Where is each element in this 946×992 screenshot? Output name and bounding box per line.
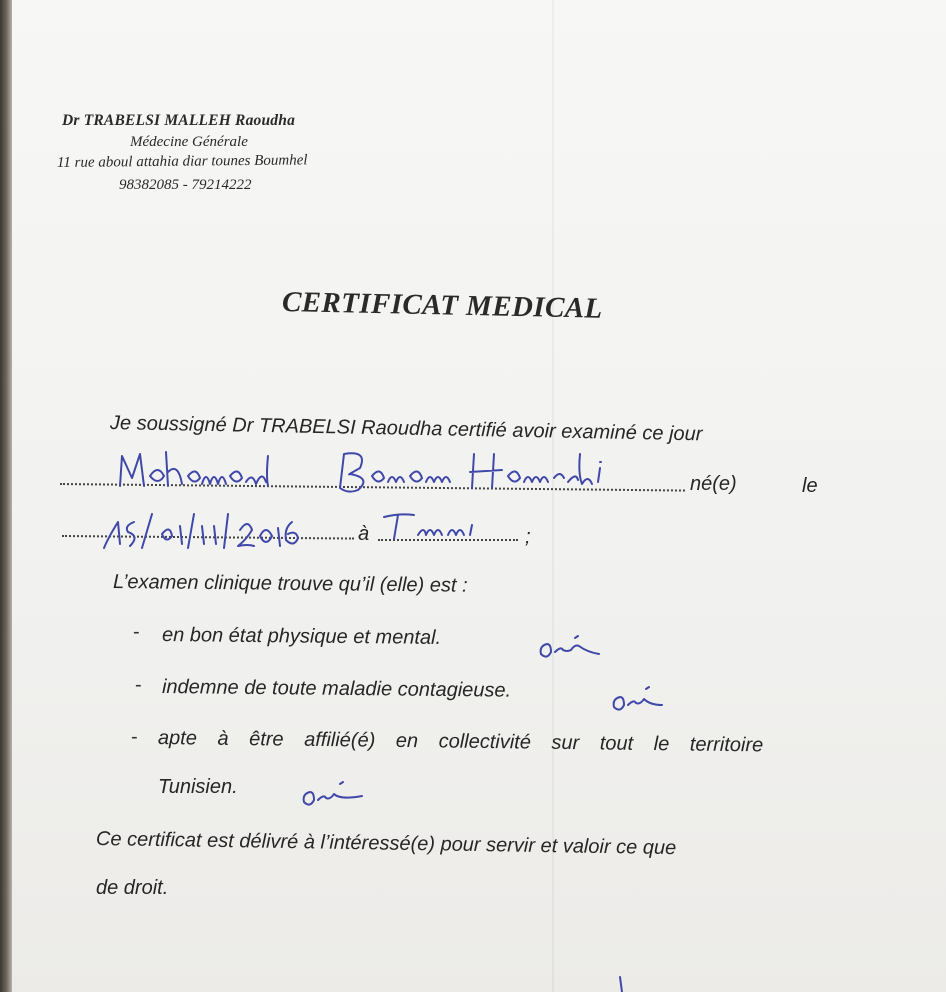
condition-physical: en bon état physique et mental.	[161, 624, 442, 649]
exam-intro: L’examen clinique trouve qu’il (elle) est :	[112, 571, 468, 597]
doctor-specialty: Médecine Générale	[130, 134, 248, 150]
doctor-name: Dr TRABELSI MALLEH Raoudha	[62, 112, 296, 129]
condition-contagious: indemne de toute maladie contagieuse.	[161, 676, 512, 702]
at-label: à	[358, 523, 370, 545]
born-label: né(e)	[690, 473, 737, 495]
document-title: CERTIFICAT MEDICAL	[281, 286, 603, 325]
bullet-dash: -	[133, 621, 140, 643]
handwritten-oui-1	[535, 630, 605, 660]
closing-statement-end: de droit.	[96, 877, 169, 899]
bullet-dash: -	[135, 674, 142, 696]
handwritten-patient-name	[110, 446, 680, 496]
handwritten-oui-2	[610, 683, 670, 713]
handwritten-birth-date	[90, 508, 360, 553]
closing-statement: Ce certificat est délivré à l’intéressé(e) pour servir et valoir ce que	[95, 828, 677, 860]
semicolon: ;	[525, 526, 531, 548]
doctor-phones: 98382085 - 79214222	[119, 177, 252, 193]
handwritten-oui-3	[298, 778, 373, 808]
intro-statement: Je soussigné Dr TRABELSI Raoudha certifié avoir examiné ce jour	[109, 412, 703, 446]
bullet-dash: -	[131, 726, 138, 748]
on-label: le	[802, 475, 818, 497]
doctor-address: 11 rue aboul attahia diar tounes Boumhel	[56, 152, 308, 171]
condition-affiliation-cont: Tunisien.	[158, 776, 238, 798]
signature-fragment	[610, 975, 630, 992]
condition-affiliation: apte à être affilié(é) en collectivité sur tout le territoire	[157, 727, 764, 757]
